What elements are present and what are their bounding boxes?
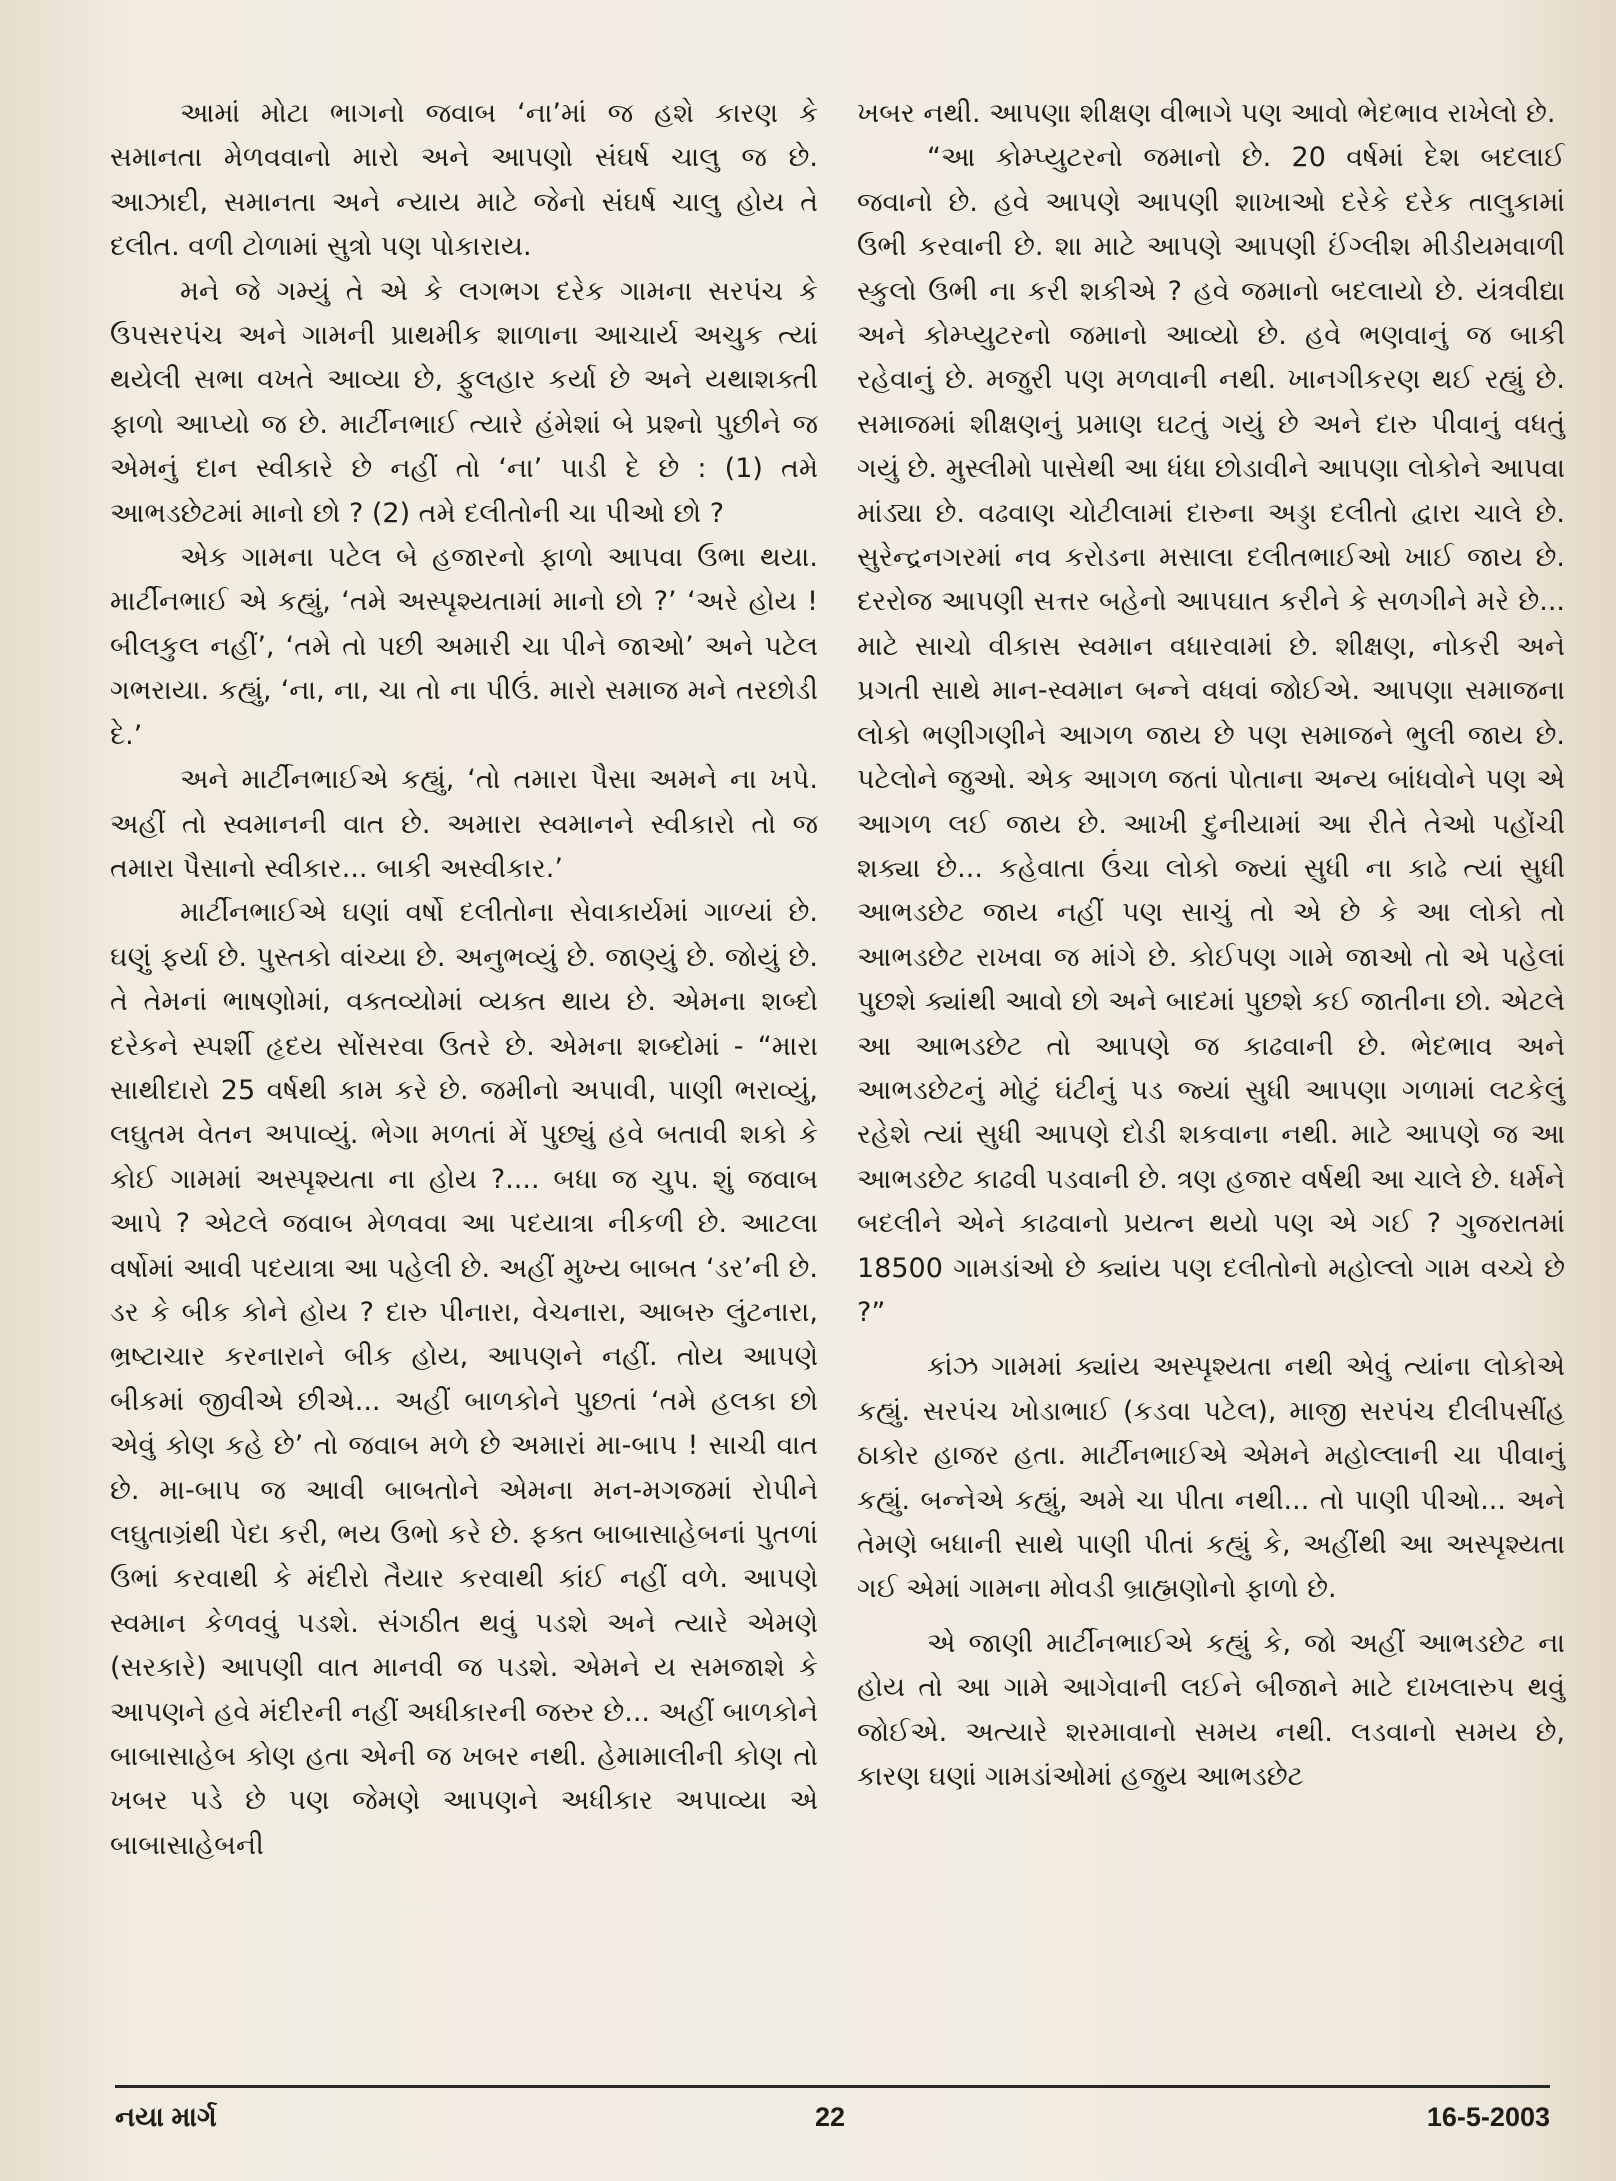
paragraph: “આ કોમ્પ્યુટરનો જમાનો છે. 20 વર્ષમાં દેશ બદલાઈ જવાનો છે. હવે આપણે આપણી શાખાઓ દરેકે દરેક તાલુકામાં ઉભી કરવાની છે. શા માટે આપણે આપણી ઈંગ્લીશ મીડીયમવાળી સ્કુલો ઉભી ના કરી શકીએ ? હવે જમાનો બદલાયો છે. યંત્રવીદ્યા અને કોમ્પ્યુટરનો જમાનો આવ્યો છે. હવે ભણવાનું જ બાકી રહેવાનું છે. મજુરી પણ મળવાની નથી. ખાનગીકરણ થઈ રહ્યું છે. સમાજમાં શીક્ષણનું પ્રમાણ ઘટતું ગયું છે અને દારુ પીવાનું વધતું ગયું છે. મુસ્લીમો પાસેથી આ ધંધા છોડાવીને આપણા લોકોને આપવા માંડ્યા છે. વઢવાણ ચોટીલામાં દારુના અડ્ડા દલીતો દ્વારા ચાલે છે. સુરેન્દ્રનગરમાં નવ કરોડના મસાલા દલીતભાઈઓ ખાઈ જાય છે. દરરોજ આપણી સત્તર બહેનો આપઘાત કરીને કે સળગીને મરે છે... માટે સાચો વીકાસ સ્વમાન વધારવામાં છે. શીક્ષણ, નોકરી અને પ્રગતી સાથે માન-સ્વમાન બન્ને વધવાં જોઈએ. આપણા સમાજના લોકો ભણીગણીને આગળ જાય છે પણ સમાજને ભુલી જાય છે. પટેલોને જુઓ. એક આગળ જતાં પોતાના અન્ય બાંધવોને પણ એ આગળ લઈ જાય છે. આખી દુનીયામાં આ રીતે તેઓ પહોંચી શક્યા છે... કહેવાતા ઉંચા લોકો જ્યાં સુધી ના કાઢે ત્યાં સુધી આભડછેટ જાય નહીં પણ સાચું તો એ છે કે આ લોકો તો આભડછેટ રાખવા જ માંગે છે. કોઈપણ ગામે જાઓ તો એ પહેલાં પુછશે ક્યાંથી આવો છો અને બાદમાં પુછશે કઈ જાતીના છો. એટલે આ આભડછેટ તો આપણે જ કાઢવાની છે. ભેદભાવ અને આભડછેટનું મોટું ઘંટીનું પડ જ્યાં સુધી આપણા ગળામાં લટકેલું રહેશે ત્યાં સુધી આપણે દોડી શકવાના નથી. માટે આપણે જ આ આભડછેટ કાઢવી પડવાની છે. ત્રણ હજાર વર્ષથી આ ચાલે છે. ધર્મને બદલીને એને કાઢવાનો પ્રયત્ન થયો પણ એ ગઈ ? ગુજરાતમાં 18500 ગામડાંઓ છે ક્યાંય પણ દલીતોનો મહોલ્લો ગામ વચ્ચે છે ?” [857,142,1565,1328]
left-text-column [110,92,818,1868]
paragraph: આમાં મોટા ભાગનો જવાબ ‘ના’માં જ હશે કારણ કે સમાનતા મેળવવાનો મારો અને આપણો સંઘર્ષ ચાલુ જ છે. આઝાદી, સમાનતા અને ન્યાય માટે જેનો સંઘર્ષ ચાલુ હોય તે દલીત. વળી ટોળામાં સુત્રો પણ પોકારાય. [110,98,818,263]
right-text-column [857,92,1565,1799]
paragraph: એક ગામના પટેલ બે હજારનો ફાળો આપવા ઉભા થયા. માર્ટીનભાઈ એ કહ્યું, ‘તમે અસ્પૃશ્યતામાં માનો છો ?’ ‘અરે હોય ! બીલકુલ નહીં’, ‘તમે તો પછી અમારી ચા પીને જાઓ’ અને પટેલ ગભરાયા. કહ્યું, ‘ના, ના, ચા તો ના પીઉં. મારો સમાજ મને તરછોડી દે.’ [110,542,818,751]
magazine-name: નયા માર્ગ [115,2102,217,2132]
paragraph: માર્ટીનભાઈએ ઘણાં વર્ષો દલીતોના સેવાકાર્યમાં ગાળ્યાં છે. ઘણું ફર્યા છે. પુસ્તકો વાંચ્યા છે. અનુભવ્યું છે. જાણ્યું છે. જોયું છે. તે તેમનાં ભાષણોમાં, વક્તવ્યોમાં વ્યક્ત થાય છે. એમના શબ્દો દરેકને સ્પર્શી હૃદય સોંસરવા ઉતરે છે. એમના શબ્દોમાં - “મારા સાથીદારો 25 વર્ષથી કામ કરે છે. જમીનો અપાવી, પાણી ભરાવ્યું, લઘુતમ વેતન અપાવ્યું. ભેગા મળતાં મેં પુછ્યું હવે બતાવી શકો કે કોઈ ગામમાં અસ્પૃશ્યતા ના હોય ?.... બધા જ ચુપ. શું જવાબ આપે ? એટલે જવાબ મેળવવા આ પદયાત્રા નીકળી છે. આટલા વર્ષોમાં આવી પદયાત્રા આ પહેલી છે. અહીં મુખ્ય બાબત ‘ડર’ની છે. ડર કે બીક કોને હોય ? દારુ પીનારા, વેચનારા, આબરુ લુંટનારા, ભ્રષ્ટાચાર કરનારાને બીક હોય, આપણને નહીં. તોય આપણે બીકમાં જીવીએ છીએ... અહીં બાળકોને પુછતાં ‘તમે હલકા છો એવું કોણ કહે છે’ તો જવાબ મળે છે અમારાં મા-બાપ ! સાચી વાત છે. મા-બાપ જ આવી બાબતોને એમના મન-મગજમાં રોપીને લઘુતાગ્રંથી પેદા કરી, ભય ઉભો કરે છે. ફક્ત બાબાસાહેબનાં પુતળાં ઉભાં કરવાથી કે મંદીરો તૈયાર કરવાથી કાંઈ નહીં વળે. આપણે સ્વમાન કેળવવું પડશે. સંગઠીત થવું પડશે અને ત્યારે એમણે (સરકારે) આપણી વાત માનવી જ પડશે. એમને ય સમજાશે કે આપણને હવે મંદીરની નહીં અધીકારની જરુર છે... અહીં બાળકોને બાબાસાહેબ કોણ હતા એની જ ખબર નથી. હેમામાલીની કોણ તો ખબર પડે છે પણ જેમણે આપણને અધીકાર અપાવ્યા એ બાબાસાહેબની [110,897,818,1861]
paragraph: કાંઝ ગામમાં ક્યાંય અસ્પૃશ્યતા નથી એવું ત્યાંના લોકોએ કહ્યું. સરપંચ ખોડાભાઈ (કડવા પટેલ), માજી સરપંચ દીલીપસીંહ ઠાકોર હાજર હતા. માર્ટીનભાઈએ એમને મહોલ્લાની ચા પીવાનું કહ્યું. બન્નેએ કહ્યું, અમે ચા પીતા નથી... તો પાણી પીઓ... અને તેમણે બધાની સાથે પાણી પીતાં કહ્યું કે, અહીંથી આ અસ્પૃશ્યતા ગઈ એમાં ગામના મોવડી બ્રાહ્મણોનો ફાળો છે. [857,1351,1565,1605]
page-footer [115,2085,1550,2148]
issue-date: 16-5-2003 [1426,2102,1550,2132]
paragraph: ખબર નથી. આપણા શીક્ષણ વીભાગે પણ આવો ભેદભાવ રાખેલો છે. [857,98,1556,129]
page-number: 22 [815,2102,846,2132]
paragraph: મને જે ગમ્યું તે એ કે લગભગ દરેક ગામના સરપંચ કે ઉપસરપંચ અને ગામની પ્રાથમીક શાળાના આચાર્ય અચુક ત્યાં થયેલી સભા વખતે આવ્યા છે, ફુલહાર કર્યા છે અને યથાશક્તી ફાળો આપ્યો જ છે. માર્ટીનભાઈ ત્યારે હંમેશાં બે પ્રશ્નો પુછીને જ એમનું દાન સ્વીકારે છે નહીં તો ‘ના’ પાડી દે છે : (1) તમે આભડછેટમાં માનો છો ? (2) તમે દલીતોની ચા પીઓ છો ? [110,275,818,529]
paragraph: અને માર્ટીનભાઈએ કહ્યું, ‘તો તમારા પૈસા અમને ના ખપે. અહીં તો સ્વમાનની વાત છે. અમારા સ્વમાનને સ્વીકારો તો જ તમારા પૈસાનો સ્વીકાર... બાકી અસ્વીકાર.’ [110,764,818,884]
paragraph: એ જાણી માર્ટીનભાઈએ કહ્યું કે, જો અહીં આભડછેટ ના હોય તો આ ગામે આગેવાની લઈને બીજાને માટે દાખલારુપ થવું જોઈએ. અત્યારે શરમાવાનો સમય નથી. લડવાનો સમય છે, કારણ ઘણાં ગામડાંઓમાં હજુય આભડછેટ [857,1627,1565,1793]
